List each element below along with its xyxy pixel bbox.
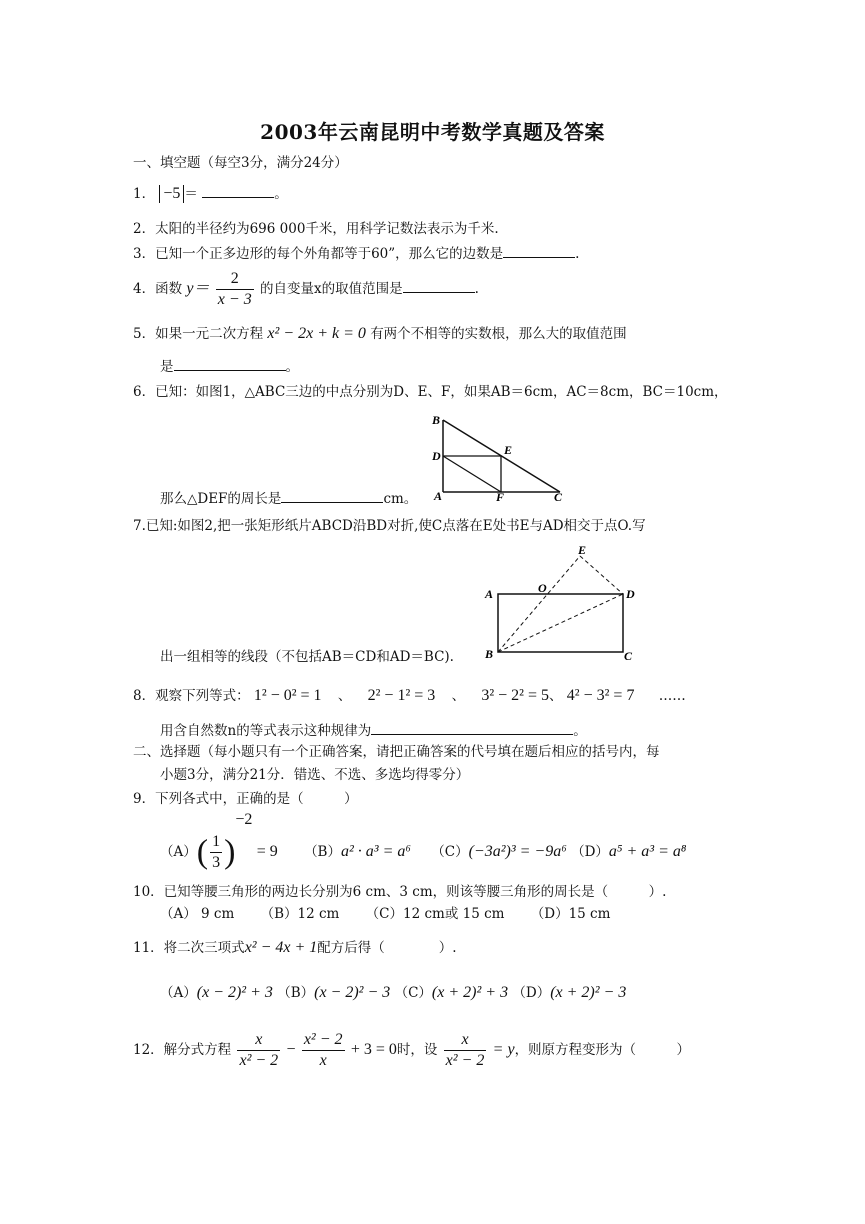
question-11: 11．将二次三项式x² − 4x + 1配方后得（ ）. [133,939,457,956]
option-b: （B） [304,844,341,860]
label-D: D [432,449,441,463]
label-B: B [485,647,494,661]
option-d: （D）15 cm [530,906,611,922]
equation: x² − 2x + k = 0 [267,325,366,342]
question-7-cont: 出一组相等的线段（不包括AB＝CD和AD＝BC). [160,649,454,665]
question-6: 6．已知：如图1，△ABC三边的中点分别为D、E、F，如果AB＝6cm，AC＝8cm，BC＝10cm， [133,384,728,400]
option-c: （C） [431,844,469,860]
option-d: （D） [571,844,609,860]
label-C: C [624,649,633,662]
fraction: $\frac{2}{x - 3}$ [217,270,252,308]
label-A: A [434,489,443,502]
abs-value: −5 [159,185,184,203]
option-b: （B） [277,985,315,1001]
question-10: 10．已知等腰三角形的两边长分别为6 cm、3 cm，则该等腰三角形的周长是（ ）. [133,884,667,900]
question-1: 1． −5 ＝ 。 [133,185,288,202]
option-c: （C）12 cm或 15 cm [365,906,505,922]
section-1-heading: 一、填空题（每空3分，满分24分） [133,155,348,171]
section-2-heading: 二、选择题（每小题只有一个正确答案，请把正确答案的代号填在题后相应的括号内，每 [133,744,660,760]
option-a: （A） 9 cm [160,906,235,922]
option-b: （B）12 cm [260,906,340,922]
question-9: 9．下列各式中，正确的是（ ） [133,791,358,807]
label-E: E [504,443,513,457]
question-5-cont: 是 。 [160,356,299,377]
answer-blank [281,488,383,503]
answer-blank [174,356,286,371]
section-2-heading-cont: 小题3分，满分21分．错选、不选、多选均得零分） [160,767,470,783]
question-6-cont: 那么△DEF的周长是 cm。 [160,488,417,509]
question-5: 5．如果一元二次方程 x² − 2x + k = 0 有两个不相等的实数根，那么大的取值范围 [133,325,627,342]
question-4: 4．函数 y＝ $\frac{2}{x - 3}$ 的自变量x的取值范围是 . [133,270,479,308]
question-10-options [160,904,610,924]
answer-blank [202,183,274,198]
label-F: F [496,490,505,502]
question-11-options: （A）(x − 2)² + 3 （B）(x − 2)² − 3 （C）(x + 2)² + 3 （D）(x + 2)² − 3 [160,984,627,1001]
answer-blank [403,278,475,293]
question-8-cont: 用含自然数n的等式表示这种规律为 。 [160,720,587,741]
answer-blank [503,243,575,258]
label-A: A [485,587,494,601]
answer-blank [371,720,573,735]
option-c: （C） [394,985,432,1001]
figure-1 [428,410,578,502]
label-D: D [626,587,635,601]
option-d: （D） [512,985,551,1001]
question-2: 2．太阳的半径约为696 000千米，用科学记数法表示为千米. [133,221,499,237]
label-B: B [432,413,441,427]
question-12: 12．解分式方程 $\frac{x}{\text{x² − 2}}$ − $\frac{\text{x² − 2}}{x}$ + 3 = 0时，设 $\frac{x}{\text{x² − 2}}$ = y，则原方程变形为（ ） [133,1031,691,1069]
label-C: C [554,490,563,502]
question-8: 8．观察下列等式： 1² − 0² = 1 、 2² − 1² = 3 、 3² − 2² = 5、 4² − 3² = 7 …… [133,687,686,704]
figure-2 [480,542,650,662]
question-3: 3．已知一个正多边形的每个外角都等于60”，那么它的边数是 . [133,243,579,264]
label-O: O [538,581,547,595]
page-title: 2003年云南昆明中考数学真题及答案 [260,120,605,144]
label-E: E [578,543,587,557]
question-7: 7.已知:如图2,把一张矩形纸片ABCD沿BD对折,使C点落在E处书E与AD相交于点O.写 [133,518,646,534]
option-a: （A） [160,844,197,860]
option-a: （A） [160,985,197,1001]
question-9-options: （A）( $\frac{1}{3}$ )$^{-2}$ = 9 （B）a² · a³ = a⁶ （C）(−3a²)³ = −9a⁶ （D）a⁵ + a³ = a⁸ [160,811,687,871]
